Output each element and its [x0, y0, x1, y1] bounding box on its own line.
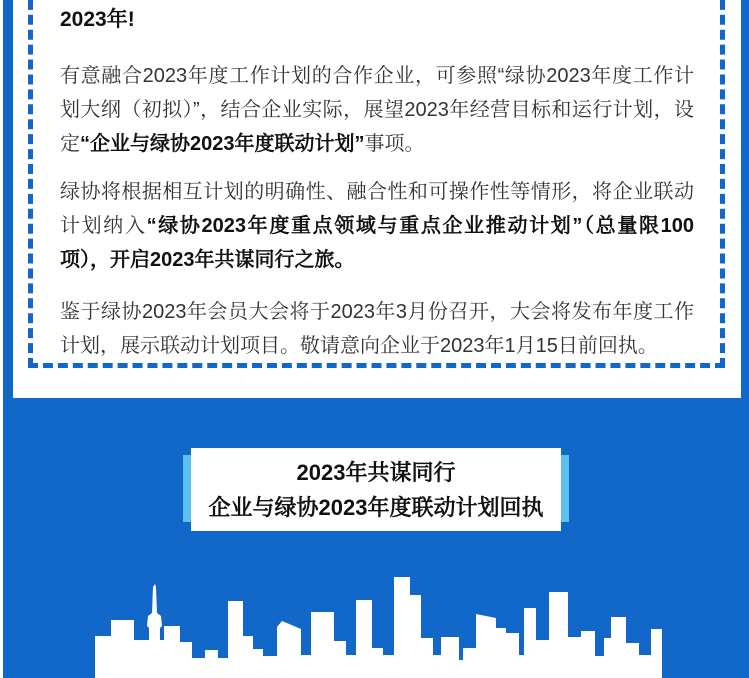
banner-title-line2: 企业与绿协2023年度联动计划回执: [208, 494, 544, 520]
paragraph-cooperation-plan: 有意融合2023年度工作计划的合作企业，可参照“绿协2023年度工作计划大纲（初拟）”，结合企业实际，展望2023年经营目标和运行计划，设定“企业与绿协2023年度联动计划”事项。: [60, 65, 694, 155]
banner-title-line1: 2023年共谋同行: [296, 459, 456, 485]
content-card: [13, 0, 741, 398]
banner-title-box: [191, 448, 561, 531]
blue-background: [3, 0, 749, 678]
paragraph-promotion-plan: 绿协将根据相互计划的明确性、融合性和可操作性等情形，将企业联动计划纳入“绿协2023年度重点领域与重点企业推动计划”（总量限100项），开启2023年共谋同行之旅。: [60, 181, 694, 271]
receipt-banner: [191, 448, 561, 531]
paragraph-deadline-notice: 鉴于绿协2023年会员大会将于2023年3月份召开，大会将发布年度工作计划，展示联动计划项目。敬请意向企业于2023年1月15日前回执。: [60, 301, 694, 357]
paragraph-intro-fragment: 2023年!: [60, 8, 135, 31]
dashed-border-box: [28, 0, 725, 368]
city-skyline-icon: [95, 573, 662, 678]
